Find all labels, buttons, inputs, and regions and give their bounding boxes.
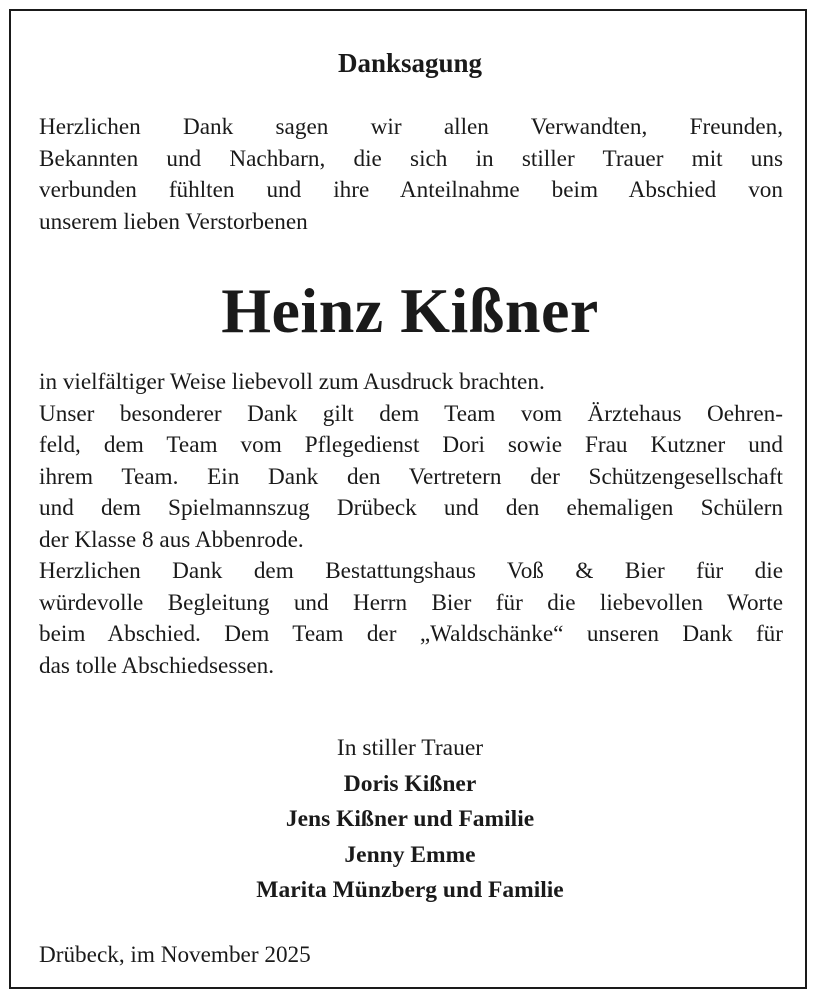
signature-intro: In stiller Trauer (336, 735, 484, 761)
body-line: beim Abschied. Dem Team der „Waldschänke“ unseren Dank für (39, 621, 783, 647)
intro-line: unserem lieben Verstorbenen (39, 208, 308, 235)
mourner-name: Jenny Emme (344, 841, 476, 868)
mourner-name: Marita Münzberg und Familie (256, 877, 564, 903)
intro-paragraph (39, 112, 783, 238)
notice-heading: Danksagung (337, 48, 483, 78)
signature-block (11, 731, 809, 909)
mourner-name: Doris Kißner (343, 770, 477, 797)
body-line: und dem Spielmannszug Drübeck und den ehemaligen Schülern (39, 495, 783, 521)
intro-line: verbunden fühlten und ihre Anteilnahme beim Abschied von (39, 177, 783, 203)
body-line: Unser besonderer Dank gilt dem Team vom Ärztehaus Oehren- (39, 400, 783, 427)
body-line: in vielfältiger Weise liebevoll zum Ausdruck brachten. (39, 369, 545, 395)
body-paragraph (39, 367, 783, 682)
intro-line: Herzlichen Dank sagen wir allen Verwandten, Freunden, (39, 114, 783, 140)
deceased-name: Heinz Kißner (221, 275, 599, 346)
body-line: feld, dem Team vom Pflegedienst Dori sowie Frau Kutzner und (39, 432, 783, 458)
body-line: das tolle Abschiedsessen. (39, 652, 275, 679)
body-line: würdevolle Begleitung und Herrn Bier für die liebevollen Worte (39, 589, 783, 616)
intro-line: Bekannten und Nachbarn, die sich in stiller Trauer mit uns (39, 145, 783, 172)
body-line: ihrem Team. Ein Dank den Vertretern der Schützengesellschaft (39, 463, 783, 490)
notice-frame (9, 9, 807, 989)
place-date: Drübeck, im November 2025 (39, 942, 311, 968)
body-line: der Klasse 8 aus Abbenrode. (39, 526, 304, 553)
mourner-name: Jens Kißner und Familie (285, 806, 535, 832)
body-line: Herzlichen Dank dem Bestattungshaus Voß & Bier für die (39, 558, 783, 584)
